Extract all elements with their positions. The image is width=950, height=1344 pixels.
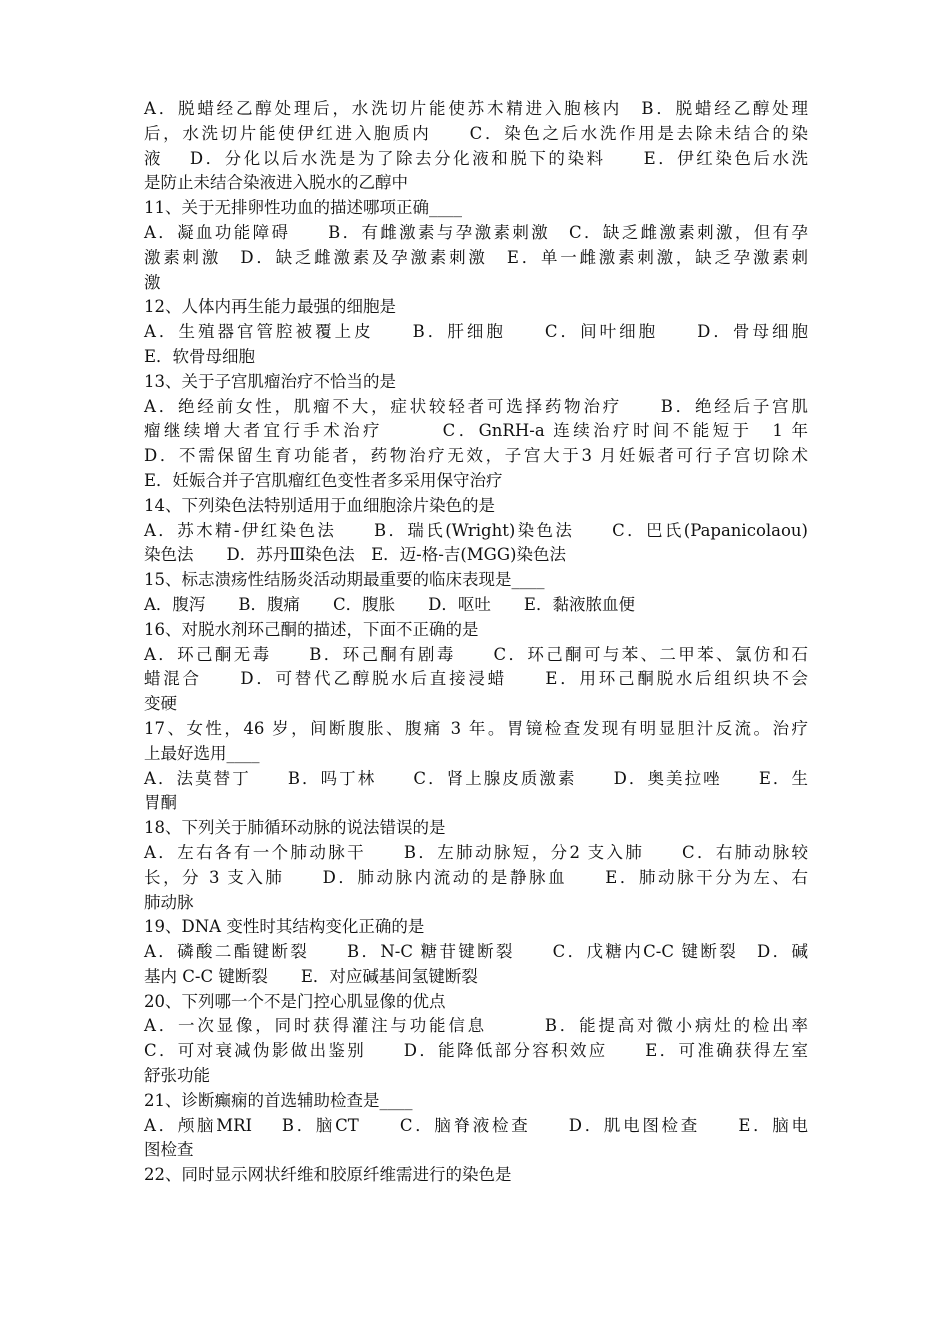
answer-options-line: 蜡混合 D．可替代乙醇脱水后直接浸蜡 E．用环己酮脱水后组织块不会 — [144, 669, 808, 689]
answer-options-line: A．磷酸二酯键断裂 B．N-C 糖苷键断裂 C．戊糖内C-C 键断裂 D．碱 — [144, 942, 808, 962]
question-stem-line: 上最好选用____ — [144, 743, 260, 763]
answer-options-line: E．妊娠合并子宫肌瘤红色变性者多采用保守治疗 — [144, 470, 503, 490]
answer-options-line: 图检查 — [144, 1140, 194, 1160]
answer-options-line: 后，水洗切片能使伊红进入胞质内 C．染色之后水洗作用是去除未结合的染 — [144, 123, 808, 143]
question-stem-line: 20、下列哪一个不是门控心肌显像的优点 — [144, 991, 446, 1011]
question-stem-line: 18、下列关于肺循环动脉的说法错误的是 — [144, 818, 446, 838]
answer-options-line: 是防止未结合染液进入脱水的乙醇中 — [144, 173, 408, 193]
question-stem-line: 17、女性，46 岁，间断腹胀、腹痛 3 年。胃镜检查发现有明显胆汁反流。治疗 — [144, 718, 808, 738]
answer-options-line: E．软骨母细胞 — [144, 346, 256, 366]
question-stem-line: 13、关于子宫肌瘤治疗不恰当的是 — [144, 371, 396, 391]
answer-options-line: 激 — [144, 272, 161, 292]
answer-options-line: A．环己酮无毒 B．环己酮有剧毒 C．环己酮可与苯、二甲苯、氯仿和石 — [144, 644, 808, 664]
answer-options-line: 染色法 D．苏丹Ⅲ染色法 E．迈-格-吉(MGG)染色法 — [144, 545, 566, 565]
answer-options-line: A．生殖器官管腔被覆上皮 B．肝细胞 C．间叶细胞 D．骨母细胞 — [144, 322, 808, 342]
answer-options-line: A．脱蜡经乙醇处理后，水洗切片能使苏木精进入胞核内 B．脱蜡经乙醇处理 — [144, 99, 808, 118]
answer-options-line: A．一次显像，同时获得灌注与功能信息 B．能提高对微小病灶的检出率 — [144, 1016, 808, 1036]
answer-options-line: C．可对衰减伪影做出鉴别 D．能降低部分容积效应 E．可准确获得左室 — [144, 1041, 808, 1061]
answer-options-line: 长，分 3 支入肺 D．肺动脉内流动的是静脉血 E．肺动脉干分为左、右 — [144, 867, 808, 887]
answer-options-line: A．颅脑MRI B．脑CT C．脑脊液检查 D．肌电图检查 E．脑电 — [144, 1115, 808, 1135]
question-stem-line: 11、关于无排卵性功血的描述哪项正确____ — [144, 198, 462, 218]
answer-options-line: 舒张功能 — [144, 1066, 210, 1086]
answer-options-line: A．腹泻 B．腹痛 C．腹胀 D．呕吐 E．黏液脓血便 — [144, 594, 635, 614]
answer-options-line: D．不需保留生育功能者，药物治疗无效，子宫大于3 月妊娠者可行子宫切除术 — [144, 446, 808, 466]
answer-options-line: A．凝血功能障碍 B．有雌激素与孕激素刺激 C．缺乏雌激素刺激，但有孕 — [144, 222, 808, 242]
answer-options-line: A．左右各有一个肺动脉干 B．左肺动脉短，分2 支入肺 C．右肺动脉较 — [144, 842, 808, 862]
document-page — [144, 97, 808, 1188]
answer-options-line: 液 D．分化以后水洗是为了除去分化液和脱下的染料 E．伊红染色后水洗 — [144, 148, 808, 168]
answer-options-line: A．苏木精-伊红染色法 B．瑞氏(Wright)染色法 C．巴氏(Papanicolaou) — [144, 520, 808, 540]
answer-options-line: A．法莫替丁 B．吗丁林 C．肾上腺皮质激素 D．奥美拉唑 E．生 — [144, 768, 808, 788]
answer-options-line: 胃酮 — [144, 793, 177, 813]
question-stem-line: 22、同时显示网状纤维和胶原纤维需进行的染色是 — [144, 1165, 512, 1185]
answer-options-line: 激素刺激 D．缺乏雌激素及孕激素刺激 E．单一雌激素刺激，缺乏孕激素刺 — [144, 247, 808, 267]
question-stem-line: 19、DNA 变性时其结构变化正确的是 — [144, 917, 425, 937]
answer-options-line: 变硬 — [144, 694, 177, 714]
question-stem-line: 15、标志溃疡性结肠炎活动期最重要的临床表现是____ — [144, 570, 545, 590]
answer-options-line: 瘤继续增大者宜行手术治疗 C．GnRH-a 连续治疗时间不能短于 1 年 — [144, 421, 808, 441]
answer-options-line: A．绝经前女性，肌瘤不大，症状较轻者可选择药物治疗 B．绝经后子宫肌 — [144, 396, 808, 416]
question-stem-line: 12、人体内再生能力最强的细胞是 — [144, 297, 396, 317]
answer-options-line: 肺动脉 — [144, 892, 194, 912]
answer-options-line: 基内 C-C 键断裂 E．对应碱基间氢键断裂 — [144, 966, 478, 986]
question-stem-line: 21、诊断癫痫的首选辅助检查是____ — [144, 1090, 413, 1110]
question-stem-line: 14、下列染色法特别适用于血细胞涂片染色的是 — [144, 495, 495, 515]
question-stem-line: 16、对脱水剂环己酮的描述，下面不正确的是 — [144, 619, 479, 639]
